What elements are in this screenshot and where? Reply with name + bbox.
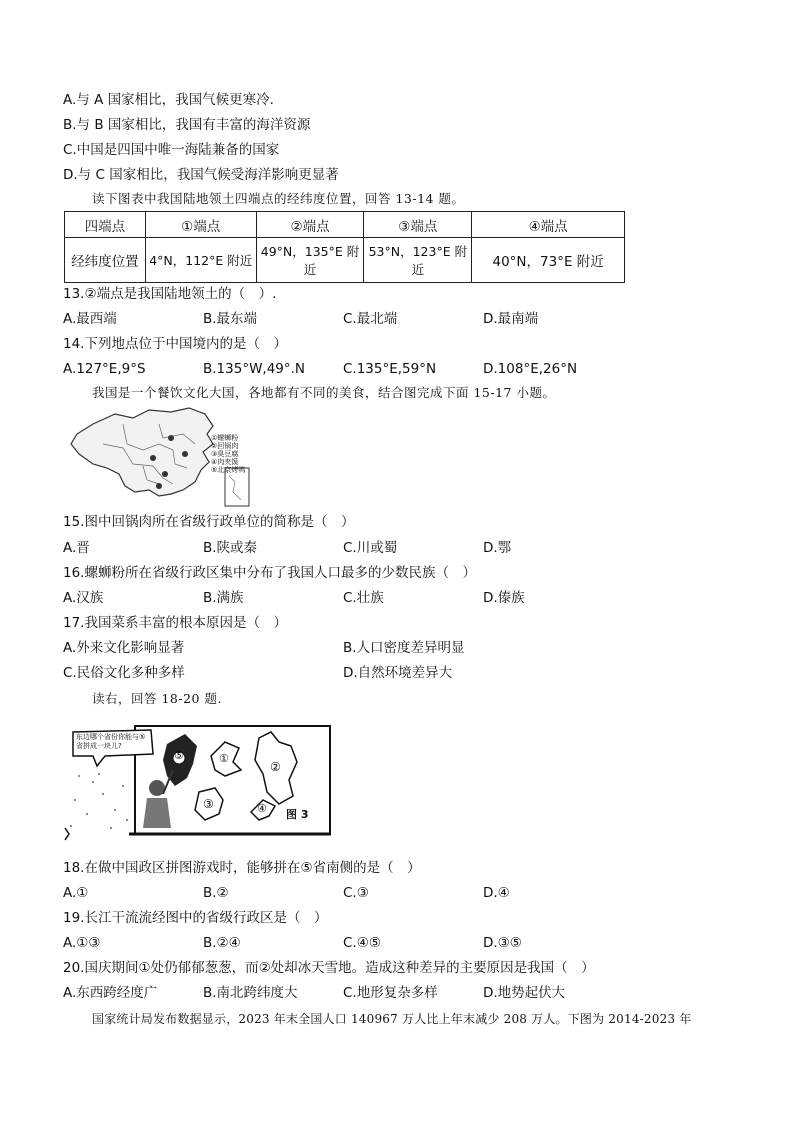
table-header: ②端点 [256, 212, 364, 238]
intro-13-14: 读下图表中我国陆地领土四端点的经纬度位置，回答 13-14 题。 [92, 191, 465, 206]
intro-21: 国家统计局发布数据显示，2023 年末全国人口 140967 万人比上年末减少 208 万人。下图为 2014-2023 年 [92, 1012, 692, 1026]
table-cell: 40°N，73°E 附近 [472, 238, 625, 283]
q19-option-a: A.①③ [63, 935, 101, 951]
q14-option-b: B.135°W,49°.N [203, 361, 306, 377]
q14-stem: 14.下列地点位于中国境内的是（ ） [63, 336, 287, 352]
province-2-label: ② [270, 760, 281, 774]
table-row-label: 经纬度位置 [65, 238, 146, 283]
table-cell: 4°N，112°E 附近 [145, 238, 256, 283]
q19-stem: 19.长江干流流经图中的省级行政区是（ ） [63, 910, 328, 926]
q15-stem: 15.图中回锅肉所在省级行政单位的简称是（ ） [63, 514, 355, 530]
q16-option-c: C.壮族 [343, 590, 384, 606]
china-food-map [63, 404, 255, 508]
q17-option-d: D.自然环境差异大 [343, 665, 453, 681]
q19-option-d: D.③⑤ [483, 935, 522, 951]
table-header: ③端点 [364, 212, 472, 238]
table-header: ①端点 [145, 212, 256, 238]
map-legend-item: ①螺蛳粉 [211, 434, 239, 442]
q17-stem: 17.我国菜系丰富的根本原因是（ ） [63, 615, 287, 631]
map-legend-item: ②回锅肉 [211, 442, 239, 450]
q16-stem: 16.螺蛳粉所在省级行政区集中分布了我国人口最多的少数民族（ ） [63, 565, 476, 581]
q14-option-c: C.135°E,59°N [343, 361, 437, 377]
q13-stem: 13.②端点是我国陆地领土的（ ）. [63, 286, 277, 302]
q19-option-c: C.④⑤ [343, 935, 381, 951]
q17-option-b: B.人口密度差异明显 [343, 640, 465, 656]
province-5-label: ⑤ [174, 749, 184, 762]
intro-18-20: 读右，回答 18-20 题. [92, 691, 222, 706]
table-header: ④端点 [472, 212, 625, 238]
endpoint-table [64, 211, 625, 283]
q12-option-c: C.中国是四国中唯一海陆兼备的国家 [63, 142, 280, 158]
q18-option-a: A.① [63, 885, 89, 901]
q18-option-d: D.④ [483, 885, 510, 901]
intro-15-17: 我国是一个餐饮文化大国，各地都有不同的美食，结合图完成下面 15-17 小题。 [92, 385, 556, 400]
q18-option-c: C.③ [343, 885, 369, 901]
map-legend [211, 434, 245, 474]
q17-option-a: A.外来文化影响显著 [63, 640, 185, 656]
q14-option-d: D.108°E,26°N [483, 361, 578, 377]
q15-option-d: D.鄂 [483, 540, 512, 556]
table-cell: 53°N，123°E 附近 [364, 238, 472, 283]
province-puzzle-figure [63, 716, 335, 848]
q20-stem: 20.国庆期间①处仍郁郁葱葱，而②处却冰天雪地。造成这种差异的主要原因是我国（ ） [63, 960, 595, 976]
q18-option-b: B.② [203, 885, 229, 901]
figure-label: 图 3 [286, 808, 309, 821]
q20-option-b: B.南北跨纬度大 [203, 985, 298, 1001]
q20-option-c: C.地形复杂多样 [343, 985, 438, 1001]
q15-option-c: C.川或蜀 [343, 540, 398, 556]
q16-option-d: D.傣族 [483, 590, 525, 606]
q13-option-a: A.最西端 [63, 311, 117, 327]
map-legend-item: ⑤北京烤鸭 [211, 466, 246, 474]
map-legend-item: ④肉夹馍 [211, 458, 239, 466]
q19-option-b: B.②④ [203, 935, 241, 951]
table-cell: 49°N，135°E 附近 [256, 238, 364, 283]
q15-option-a: A.晋 [63, 540, 90, 556]
province-3-label: ③ [203, 797, 214, 811]
q16-option-a: A.汉族 [63, 590, 104, 606]
q16-option-b: B.满族 [203, 590, 244, 606]
map-legend-item: ③臭豆腐 [211, 450, 239, 458]
q12-option-d: D.与 C 国家相比，我国气候受海洋影响更显著 [63, 167, 339, 183]
speech-bubble: 东边哪个省份你能与⑤省拼成一块儿? [76, 733, 146, 750]
province-4-label: ④ [257, 802, 267, 815]
q12-option-b: B.与 B 国家相比，我国有丰富的海洋资源 [63, 117, 311, 133]
q13-option-d: D.最南端 [483, 311, 539, 327]
q17-option-c: C.民俗文化多种多样 [63, 665, 185, 681]
province-1-label: ① [219, 752, 229, 765]
q12-option-a: A.与 A 国家相比，我国气候更寒冷. [63, 92, 274, 108]
q13-option-b: B.最东端 [203, 311, 258, 327]
q18-stem: 18.在做中国政区拼图游戏时，能够拼在⑤省南侧的是（ ） [63, 860, 421, 876]
q14-option-a: A.127°E,9°S [63, 361, 146, 377]
q20-option-a: A.东西跨经度广 [63, 985, 158, 1001]
q15-option-b: B.陕或秦 [203, 540, 258, 556]
table-header: 四端点 [65, 212, 146, 238]
q20-option-d: D.地势起伏大 [483, 985, 566, 1001]
q13-option-c: C.最北端 [343, 311, 398, 327]
